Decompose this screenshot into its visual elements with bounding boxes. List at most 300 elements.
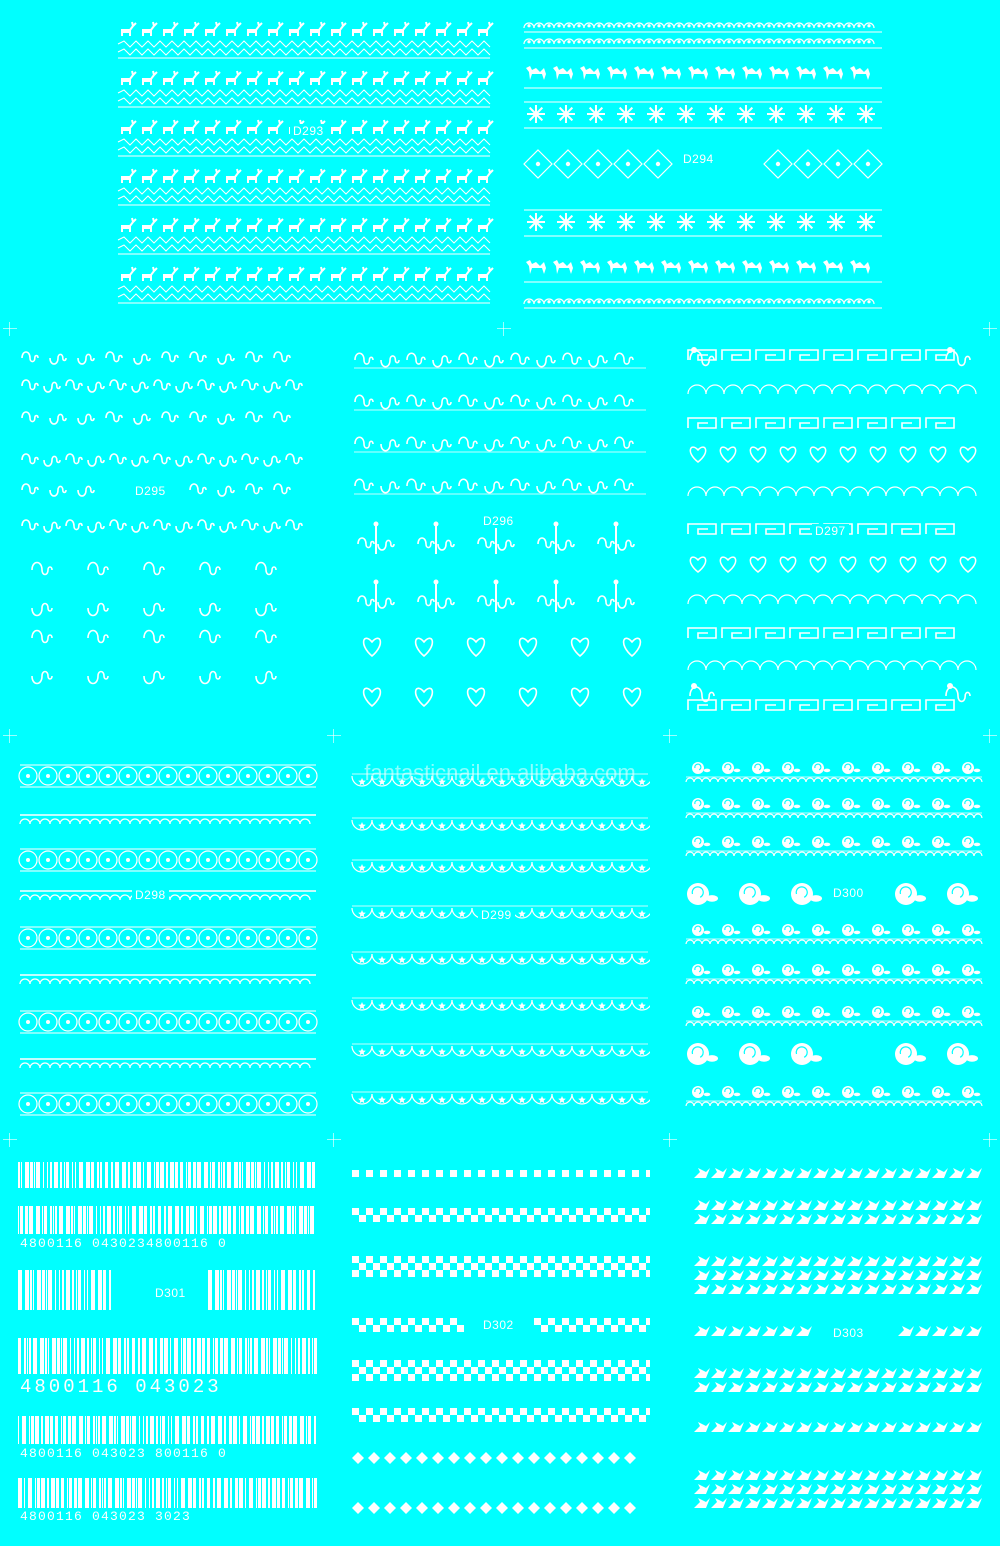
camel-icon	[553, 66, 573, 80]
camel-icon	[850, 260, 870, 274]
rose-icon	[782, 762, 800, 774]
reindeer-icon	[373, 120, 388, 134]
reindeer-icon	[478, 120, 493, 134]
reindeer-icon	[331, 71, 346, 85]
reindeer-icon	[121, 169, 136, 183]
camel-icon	[769, 66, 789, 80]
registration-mark	[983, 1133, 997, 1147]
registration-mark	[663, 1133, 677, 1147]
reindeer-icon	[394, 169, 409, 183]
camel-icon	[796, 66, 816, 80]
camel-icon	[553, 260, 573, 274]
camel-icon	[634, 66, 654, 80]
rose-icon	[791, 1043, 822, 1065]
rose-icon	[872, 964, 890, 976]
camel-icon	[661, 260, 681, 274]
sheet-d296	[350, 340, 650, 720]
rose-icon	[722, 836, 740, 848]
sheet-d303	[690, 1162, 982, 1532]
sheet-code: D303	[830, 1326, 867, 1340]
camel-icon	[607, 260, 627, 274]
rose-icon	[752, 924, 770, 936]
reindeer-icon	[205, 267, 220, 281]
reindeer-icon	[436, 169, 451, 183]
rose-icon	[842, 1006, 860, 1018]
reindeer-icon	[247, 169, 262, 183]
rose-icon	[902, 762, 920, 774]
reindeer-icon	[226, 22, 241, 36]
rose-icon	[692, 762, 710, 774]
camel-icon	[634, 260, 654, 274]
heart-ornament-icon	[520, 688, 537, 706]
reindeer-icon	[121, 267, 136, 281]
fleur-icon	[598, 580, 634, 613]
reindeer-icon	[268, 169, 283, 183]
camel-icon	[580, 66, 600, 80]
barcode-number: 4800116 043023 3023	[20, 1509, 192, 1524]
registration-mark	[983, 729, 997, 743]
reindeer-icon	[457, 71, 472, 85]
rose-icon	[752, 964, 770, 976]
registration-mark	[983, 322, 997, 336]
rose-icon	[902, 798, 920, 810]
reindeer-icon	[415, 22, 430, 36]
reindeer-icon	[331, 22, 346, 36]
rose-icon	[932, 762, 950, 774]
rose-icon	[932, 1086, 950, 1098]
snowflake-icon	[677, 105, 695, 123]
pattern-art	[690, 1162, 982, 1532]
reindeer-icon	[163, 218, 178, 232]
rose-icon	[812, 798, 830, 810]
sheet-code: D293	[290, 124, 327, 138]
reindeer-icon	[352, 218, 367, 232]
barcode-number: 4800116 043023	[20, 1376, 222, 1398]
snowflake-icon	[767, 105, 785, 123]
reindeer-icon	[226, 218, 241, 232]
reindeer-icon	[184, 120, 199, 134]
camel-icon	[769, 260, 789, 274]
snowflake-icon	[797, 213, 815, 231]
reindeer-icon	[310, 71, 325, 85]
snowflake-icon	[677, 213, 695, 231]
reindeer-icon	[352, 267, 367, 281]
rose-icon	[752, 1006, 770, 1018]
reindeer-icon	[226, 120, 241, 134]
reindeer-icon	[142, 120, 157, 134]
sheet-d297	[684, 340, 984, 720]
reindeer-icon	[247, 218, 262, 232]
reindeer-icon	[394, 120, 409, 134]
watermark: fantasticnail.en.alibaba.com	[364, 760, 636, 785]
rose-icon	[902, 924, 920, 936]
rose-icon	[692, 798, 710, 810]
reindeer-icon	[478, 22, 493, 36]
pattern-art	[18, 752, 318, 1122]
fleur-icon	[538, 580, 574, 613]
rose-icon	[692, 964, 710, 976]
sheet-code: D301	[152, 1286, 189, 1300]
rose-icon	[739, 883, 770, 905]
reindeer-icon	[247, 120, 262, 134]
rose-icon	[722, 924, 740, 936]
reindeer-icon	[184, 71, 199, 85]
reindeer-icon	[457, 267, 472, 281]
reindeer-icon	[415, 71, 430, 85]
rose-icon	[782, 964, 800, 976]
rose-icon	[902, 836, 920, 848]
rose-icon	[947, 1043, 978, 1065]
rose-icon	[872, 798, 890, 810]
reindeer-icon	[121, 218, 136, 232]
snowflake-icon	[827, 105, 845, 123]
camel-icon	[742, 66, 762, 80]
heart-ornament-icon	[624, 688, 641, 706]
registration-mark	[3, 322, 17, 336]
rose-icon	[692, 836, 710, 848]
reindeer-icon	[247, 71, 262, 85]
rose-icon	[722, 964, 740, 976]
reindeer-icon	[310, 22, 325, 36]
snowflake-icon	[857, 213, 875, 231]
reindeer-icon	[331, 218, 346, 232]
rose-icon	[872, 836, 890, 848]
pattern-art	[18, 340, 318, 720]
reindeer-icon	[184, 218, 199, 232]
rose-icon	[932, 836, 950, 848]
snowflake-icon	[737, 105, 755, 123]
rose-icon	[687, 1043, 718, 1065]
rose-icon	[782, 1006, 800, 1018]
reindeer-icon	[436, 120, 451, 134]
reindeer-icon	[373, 22, 388, 36]
reindeer-icon	[205, 169, 220, 183]
rose-icon	[782, 924, 800, 936]
reindeer-icon	[457, 120, 472, 134]
reindeer-icon	[247, 267, 262, 281]
sheet-d295	[18, 340, 318, 720]
reindeer-icon	[394, 71, 409, 85]
rose-icon	[752, 798, 770, 810]
registration-mark	[3, 1133, 17, 1147]
camel-icon	[688, 66, 708, 80]
rose-icon	[932, 798, 950, 810]
rose-icon	[692, 1086, 710, 1098]
rose-icon	[962, 964, 980, 976]
reindeer-icon	[226, 71, 241, 85]
reindeer-icon	[352, 71, 367, 85]
reindeer-icon	[226, 169, 241, 183]
rose-icon	[722, 1006, 740, 1018]
reindeer-icon	[226, 267, 241, 281]
rose-icon	[782, 836, 800, 848]
camel-icon	[850, 66, 870, 80]
heart-ornament-icon	[364, 688, 381, 706]
reindeer-icon	[331, 267, 346, 281]
reindeer-icon	[142, 71, 157, 85]
heart-ornament-icon	[520, 638, 537, 656]
reindeer-icon	[478, 71, 493, 85]
rose-icon	[791, 883, 822, 905]
pattern-art	[350, 340, 650, 720]
corner-flourish-icon	[946, 683, 970, 701]
heart-ornament-icon	[572, 638, 589, 656]
camel-icon	[715, 260, 735, 274]
sheet-code: D299	[478, 908, 515, 922]
reindeer-icon	[436, 71, 451, 85]
reindeer-icon	[142, 218, 157, 232]
snowflake-icon	[707, 213, 725, 231]
rose-icon	[842, 762, 860, 774]
sheet-d299	[350, 752, 650, 1122]
reindeer-icon	[394, 22, 409, 36]
rose-icon	[782, 1086, 800, 1098]
heart-ornament-icon	[416, 688, 433, 706]
reindeer-icon	[268, 22, 283, 36]
reindeer-icon	[457, 218, 472, 232]
rose-icon	[962, 924, 980, 936]
rose-icon	[812, 1086, 830, 1098]
registration-mark	[663, 729, 677, 743]
rose-icon	[812, 924, 830, 936]
registration-mark	[327, 1133, 341, 1147]
pattern-art	[350, 752, 650, 1122]
sheet-code: D296	[480, 514, 517, 528]
snowflake-icon	[707, 105, 725, 123]
snowflake-icon	[617, 213, 635, 231]
rose-icon	[872, 762, 890, 774]
sheet-code: D298	[132, 888, 169, 902]
rose-icon	[947, 883, 978, 905]
pattern-art	[350, 1162, 650, 1532]
reindeer-icon	[268, 120, 283, 134]
reindeer-icon	[331, 120, 346, 134]
rose-icon	[872, 1006, 890, 1018]
rose-icon	[902, 1006, 920, 1018]
fleur-icon	[418, 580, 454, 613]
snowflake-icon	[647, 105, 665, 123]
reindeer-icon	[121, 22, 136, 36]
sheet-d294	[520, 14, 886, 314]
camel-icon	[688, 260, 708, 274]
pattern-art	[18, 1162, 318, 1532]
reindeer-icon	[184, 267, 199, 281]
rose-icon	[962, 1006, 980, 1018]
reindeer-icon	[289, 22, 304, 36]
reindeer-icon	[163, 169, 178, 183]
reindeer-icon	[373, 71, 388, 85]
reindeer-icon	[289, 218, 304, 232]
reindeer-icon	[436, 22, 451, 36]
reindeer-icon	[373, 169, 388, 183]
snowflake-icon	[827, 213, 845, 231]
rose-icon	[722, 762, 740, 774]
rose-icon	[722, 1086, 740, 1098]
rose-icon	[962, 762, 980, 774]
reindeer-icon	[394, 267, 409, 281]
reindeer-icon	[436, 218, 451, 232]
pattern-art	[114, 14, 494, 314]
reindeer-icon	[268, 267, 283, 281]
sheet-code: D295	[132, 484, 169, 498]
rose-icon	[962, 798, 980, 810]
heart-ornament-icon	[364, 638, 381, 656]
fleur-icon	[358, 522, 394, 555]
reindeer-icon	[310, 169, 325, 183]
rose-icon	[932, 924, 950, 936]
reindeer-icon	[373, 218, 388, 232]
camel-icon	[526, 66, 546, 80]
reindeer-icon	[289, 169, 304, 183]
heart-ornament-icon	[468, 638, 485, 656]
rose-icon	[812, 762, 830, 774]
sheet-code: D297	[812, 524, 849, 538]
reindeer-icon	[436, 267, 451, 281]
rose-icon	[932, 1006, 950, 1018]
sheet-code: D302	[480, 1318, 517, 1332]
rose-icon	[812, 836, 830, 848]
rose-icon	[752, 762, 770, 774]
reindeer-icon	[142, 169, 157, 183]
rose-icon	[842, 798, 860, 810]
camel-icon	[661, 66, 681, 80]
sheet-d302	[350, 1162, 650, 1532]
snowflake-icon	[767, 213, 785, 231]
pattern-art	[684, 752, 984, 1122]
rose-icon	[752, 836, 770, 848]
fleur-icon	[598, 522, 634, 555]
sheet-d301	[18, 1162, 318, 1532]
rose-icon	[962, 1086, 980, 1098]
reindeer-icon	[268, 218, 283, 232]
rose-icon	[812, 964, 830, 976]
reindeer-icon	[268, 71, 283, 85]
heart-ornament-icon	[468, 688, 485, 706]
snowflake-icon	[587, 213, 605, 231]
snowflake-icon	[527, 105, 545, 123]
reindeer-icon	[331, 169, 346, 183]
camel-icon	[607, 66, 627, 80]
barcode-number: 4800116 0430234800116 0	[20, 1236, 228, 1251]
reindeer-icon	[205, 71, 220, 85]
heart-ornament-icon	[572, 688, 589, 706]
barcode-number: 4800116 043023 800116 0	[20, 1446, 228, 1461]
reindeer-icon	[247, 22, 262, 36]
registration-mark	[3, 729, 17, 743]
fleur-icon	[538, 522, 574, 555]
sheet-d300	[684, 752, 984, 1122]
reindeer-icon	[205, 22, 220, 36]
camel-icon	[823, 260, 843, 274]
reindeer-icon	[415, 120, 430, 134]
rose-icon	[842, 836, 860, 848]
rose-icon	[842, 964, 860, 976]
reindeer-icon	[310, 267, 325, 281]
reindeer-icon	[289, 71, 304, 85]
reindeer-icon	[184, 169, 199, 183]
rose-icon	[739, 1043, 770, 1065]
camel-icon	[526, 260, 546, 274]
rose-icon	[962, 836, 980, 848]
reindeer-icon	[163, 267, 178, 281]
reindeer-icon	[163, 71, 178, 85]
rose-icon	[722, 798, 740, 810]
reindeer-icon	[352, 169, 367, 183]
rose-icon	[895, 1043, 926, 1065]
rose-icon	[782, 798, 800, 810]
rose-icon	[692, 1006, 710, 1018]
snowflake-icon	[857, 105, 875, 123]
snowflake-icon	[737, 213, 755, 231]
reindeer-icon	[415, 267, 430, 281]
rose-icon	[872, 924, 890, 936]
snowflake-icon	[557, 213, 575, 231]
camel-icon	[580, 260, 600, 274]
reindeer-icon	[352, 120, 367, 134]
rose-icon	[872, 1086, 890, 1098]
reindeer-icon	[121, 120, 136, 134]
rose-icon	[752, 1086, 770, 1098]
reindeer-icon	[142, 267, 157, 281]
reindeer-icon	[184, 22, 199, 36]
reindeer-icon	[415, 218, 430, 232]
corner-flourish-icon	[946, 347, 970, 365]
rose-icon	[932, 964, 950, 976]
reindeer-icon	[457, 22, 472, 36]
reindeer-icon	[478, 169, 493, 183]
rose-icon	[687, 883, 718, 905]
registration-mark	[497, 322, 511, 336]
snowflake-icon	[527, 213, 545, 231]
snowflake-icon	[557, 105, 575, 123]
fleur-icon	[358, 580, 394, 613]
rose-icon	[895, 883, 926, 905]
heart-ornament-icon	[416, 638, 433, 656]
sheet-code: D294	[680, 152, 717, 166]
camel-icon	[823, 66, 843, 80]
sheet-d293	[114, 14, 494, 314]
reindeer-icon	[163, 120, 178, 134]
fleur-icon	[478, 580, 514, 613]
heart-ornament-icon	[624, 638, 641, 656]
reindeer-icon	[352, 22, 367, 36]
reindeer-icon	[205, 218, 220, 232]
snowflake-icon	[797, 105, 815, 123]
rose-icon	[692, 924, 710, 936]
reindeer-icon	[289, 267, 304, 281]
camel-icon	[796, 260, 816, 274]
reindeer-icon	[373, 267, 388, 281]
rose-icon	[902, 964, 920, 976]
rose-icon	[842, 1086, 860, 1098]
reindeer-icon	[478, 267, 493, 281]
rose-icon	[902, 1086, 920, 1098]
reindeer-icon	[163, 22, 178, 36]
snowflake-icon	[617, 105, 635, 123]
snowflake-icon	[587, 105, 605, 123]
reindeer-icon	[478, 218, 493, 232]
rose-icon	[812, 1006, 830, 1018]
snowflake-icon	[647, 213, 665, 231]
fleur-icon	[418, 522, 454, 555]
camel-icon	[742, 260, 762, 274]
sheet-d298	[18, 752, 318, 1122]
reindeer-icon	[310, 218, 325, 232]
reindeer-icon	[142, 22, 157, 36]
registration-mark	[327, 729, 341, 743]
reindeer-icon	[415, 169, 430, 183]
reindeer-icon	[394, 218, 409, 232]
